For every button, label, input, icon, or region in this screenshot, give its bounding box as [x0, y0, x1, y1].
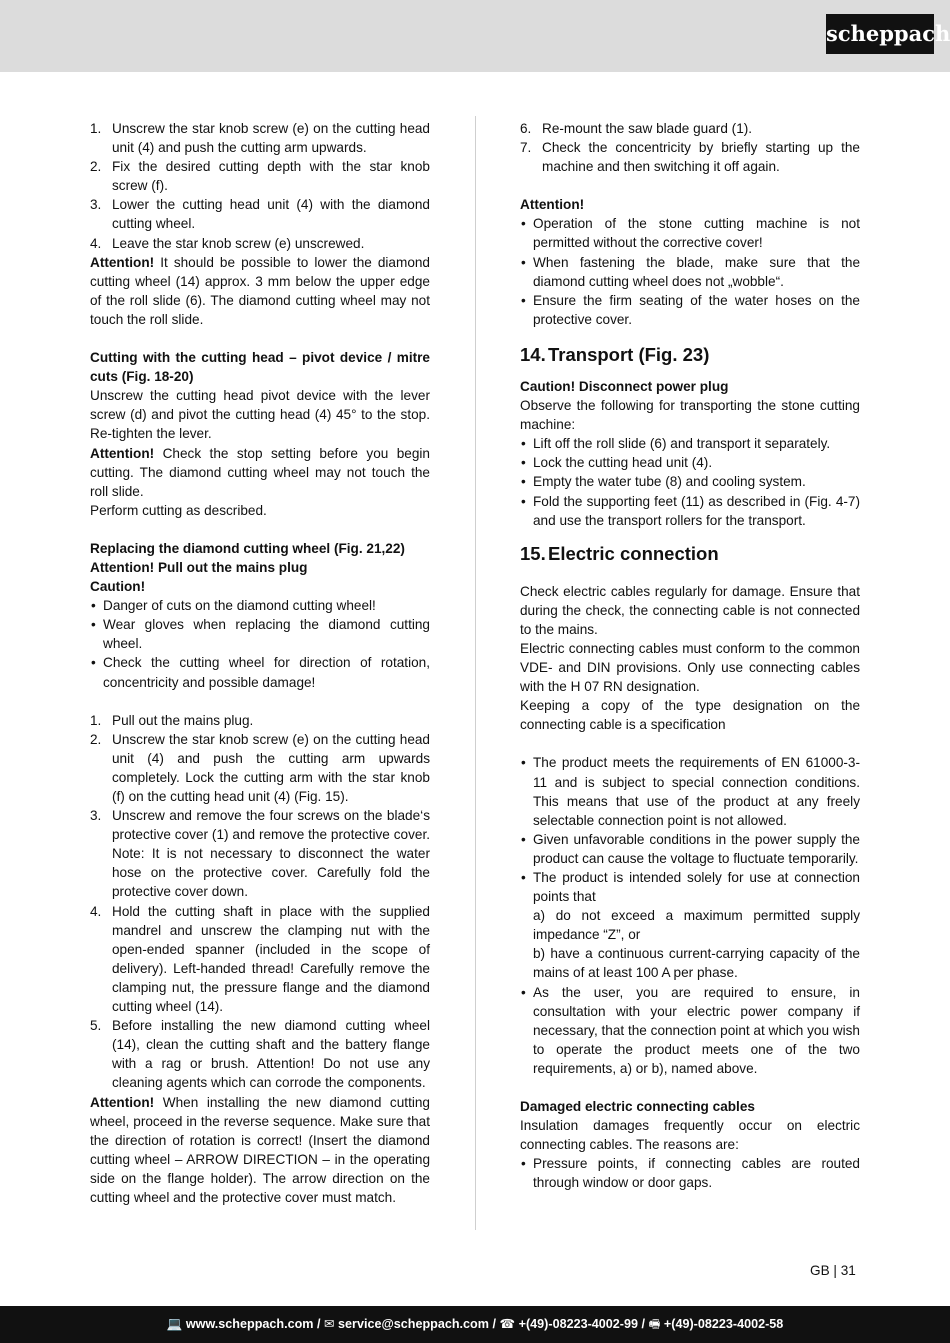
list-item: 1. Pull out the mains plug.	[90, 712, 254, 728]
website-link[interactable]: www.scheppach.com	[185, 1317, 314, 1331]
transport-caution: Caution! Disconnect power plug	[520, 378, 729, 394]
list-item: • Lift off the roll slide (6) and transport it separately.	[521, 436, 831, 452]
computer-icon: 💻	[166, 1317, 183, 1331]
section-heading-transport: 14. Transport (Fig. 23)	[520, 343, 710, 365]
list-item: 4. Leave the star knob screw (e) unscrewed.	[90, 235, 365, 251]
damaged-heading: Damaged electric connecting cables	[520, 1099, 755, 1115]
list-item: 5. Before installing the new diamond cutting wheel (14), clean the cutting shaft and the battery flange with a rag or brush. Attention! Do not use any cleaning agents which can corrode the components.	[90, 1018, 430, 1091]
phone-icon: ☎	[499, 1317, 516, 1331]
replace-attention: Attention! Pull out the mains plug	[90, 559, 308, 575]
right-column	[520, 119, 860, 1193]
caution-list	[90, 596, 430, 691]
damaged-text: Insulation damages frequently occur on electric connecting cables. The reasons are:	[520, 1118, 860, 1153]
attention-list	[520, 214, 860, 329]
email-link[interactable]: service@scheppach.com	[338, 1317, 489, 1331]
replace-heading: Replacing the diamond cutting wheel (Fig. 21,22)	[90, 540, 405, 556]
list-item: • The product meets the requirements of EN 61000-3-11 and is subject to special connection conditions. This means that use of the product at any freely selectable connection point is not allowed.	[521, 755, 860, 828]
transport-intro: Observe the following for transporting the stone cutting machine:	[520, 398, 860, 433]
list-item: • Danger of cuts on the diamond cutting wheel!	[91, 598, 376, 614]
perform-text: Perform cutting as described.	[90, 502, 267, 518]
electric-p1: Check electric cables regularly for damage. Ensure that during the check, the connecting cable is not connected to the mains.	[520, 583, 860, 637]
electric-list	[520, 753, 860, 1078]
attention-label: Attention!	[520, 197, 585, 213]
list-item: • Empty the water tube (8) and cooling system.	[521, 474, 806, 490]
electric-p3: Keeping a copy of the type designation on the connecting cable is a specification	[520, 698, 860, 733]
page-footer: 💻 www.scheppach.com / ✉ service@scheppach.com / ☎ +(49)-08223-4002-99 / 🖷 +(49)-08223-4002-58	[0, 1306, 950, 1343]
left-column	[90, 119, 430, 1207]
page-number: GB | 31	[810, 1263, 856, 1278]
phone-number: +(49)-08223-4002-99	[518, 1317, 639, 1331]
pivot-text: Unscrew the cutting head pivot device with the lever screw (d) and pivot the cutting head (4) 45° to the stop. Re-tighten the lever.	[90, 388, 430, 442]
pivot-heading: Cutting with the cutting head – pivot device / mitre cuts (Fig. 18-20)	[90, 350, 430, 385]
list-item: • As the user, you are required to ensure, in consultation with your electric power company if necessary, that the connection point at which you wish to operate the product meets one of the two requirements, a) or b), named above.	[521, 984, 860, 1076]
list-item: • Operation of the stone cutting machine is not permitted without the corrective cover!	[521, 216, 860, 251]
steps-list-3	[520, 119, 860, 176]
list-item: 2. Fix the desired cutting depth with the star knob screw (f).	[90, 159, 430, 194]
list-item: • Wear gloves when replacing the diamond cutting wheel.	[91, 617, 430, 652]
steps-list-2	[90, 711, 430, 1093]
fax-number: +(49)-08223-4002-58	[663, 1317, 784, 1331]
list-item: • Check the cutting wheel for direction of rotation, concentricity and possible damage!	[91, 655, 430, 690]
section-heading-electric: 15. Electric connection	[520, 542, 719, 564]
list-item: • When fastening the blade, make sure that the diamond cutting wheel does not „wobble“.	[521, 254, 860, 289]
steps-list-1	[90, 119, 430, 253]
list-item: • Lock the cutting head unit (4).	[521, 455, 713, 471]
column-divider	[475, 116, 476, 1230]
page-header	[0, 0, 950, 72]
fax-icon: 🖷	[648, 1317, 661, 1331]
attention-note: Attention! It should be possible to lower the diamond cutting wheel (14) approx. 3 mm below the upper edge of the roll slide (6). The diamond cutting wheel may not touch the roll slide.	[90, 254, 430, 327]
list-item: 6. Re-mount the saw blade guard (1).	[520, 121, 753, 136]
mail-icon: ✉	[323, 1317, 335, 1331]
list-item: • Given unfavorable conditions in the power supply the product can cause the voltage to fluctuate temporarily.	[521, 831, 860, 866]
scheppach-logo: scheppach	[826, 14, 934, 54]
list-item: 7. Check the concentricity by briefly starting up the machine and then switching it off again.	[520, 140, 860, 175]
list-item: • Ensure the firm seating of the water hoses on the protective cover.	[521, 292, 860, 327]
list-item: • The product is intended solely for use at connection points that a) do not exceed a maximum permitted supply impedance “Z”, or b) have a continuous current-carrying capacity of the mains of at least 100 A per phase.	[521, 870, 860, 981]
list-item: 2. Unscrew the star knob screw (e) on the cutting head unit (4) and push the cutting arm upwards completely. Lock the cutting arm with the star knob (f) on the cutting head unit (4) (Fig. 15).	[90, 731, 430, 804]
list-item: • Pressure points, if connecting cables are routed through window or door gaps.	[521, 1156, 860, 1191]
list-item: • Fold the supporting feet (11) as described in (Fig. 4-7) and use the transport rollers for the transport.	[521, 493, 860, 528]
list-item: 4. Hold the cutting shaft in place with the supplied mandrel and unscrew the clamping nut with the open-ended spanner (included in the scope of delivery). Left-handed thread! Carefully remove the clamping nut, the pressure flange and the diamond cutting wheel (14).	[90, 903, 430, 1015]
electric-p2: Electric connecting cables must conform to the common VDE- and DIN provisions. Only use connecting cables with the H 07 RN designation.	[520, 640, 860, 695]
damaged-list	[520, 1154, 860, 1192]
transport-list	[520, 434, 860, 529]
list-item: 3. Unscrew and remove the four screws on the blade‘s protective cover (1) and remove the protective cover. Note: It is not necessary to disconnect the water hose on the protective cover. Carefully fold the protective cover down.	[90, 808, 430, 900]
attention-note: Attention! When installing the new diamond cutting wheel, proceed in the reverse sequence. Make sure that the direction of rotation is correct! (Insert the diamond cutting wheel – ARROW DIRECTION – in the operating side on the flange holder). The arrow direction on the cutting wheel and the protective cover must match.	[90, 1094, 430, 1205]
list-item: 1. Unscrew the star knob screw (e) on the cutting head unit (4) and push the cutting arm upwards.	[90, 121, 430, 156]
list-item: 3. Lower the cutting head unit (4) with the diamond cutting wheel.	[90, 197, 430, 232]
caution-label: Caution!	[90, 579, 146, 595]
attention-note: Attention! Check the stop setting before you begin cutting. The diamond cutting wheel may not touch the roll slide.	[90, 445, 430, 499]
